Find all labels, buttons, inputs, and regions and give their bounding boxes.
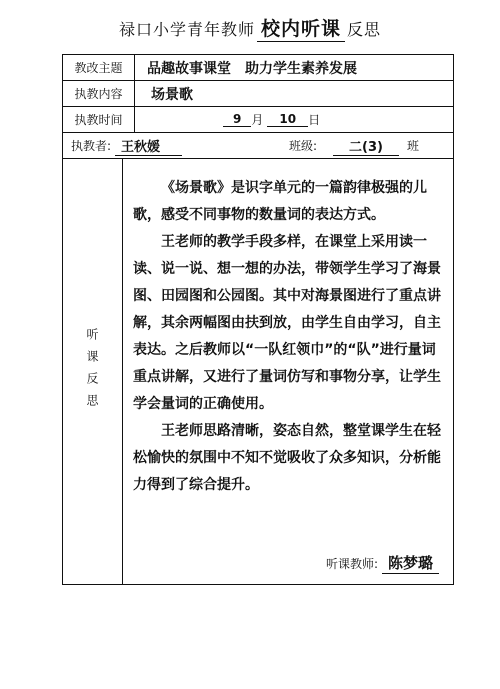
time-row bbox=[63, 107, 453, 133]
listener-field bbox=[326, 552, 439, 574]
content-row bbox=[63, 81, 453, 107]
teacher-row bbox=[63, 133, 453, 159]
topic-label: 教改主题 bbox=[63, 55, 135, 80]
page-title bbox=[0, 14, 500, 42]
time-value bbox=[223, 107, 320, 132]
reflection-text bbox=[133, 175, 445, 499]
teacher-value: 王秋媛 bbox=[115, 136, 182, 156]
listener-signature: 陈梦璐 bbox=[382, 552, 439, 574]
reflection-paragraph: 王老师思路清晰，姿态自然，整堂课学生在轻松愉快的氛围中不知不觉吸收了众多知识，分析能力得到了综合提升。 bbox=[133, 423, 441, 493]
time-label: 执教时间 bbox=[63, 107, 135, 132]
teacher-field bbox=[71, 133, 182, 158]
class-value: 二(3) bbox=[333, 136, 399, 156]
time-day: 10 bbox=[267, 112, 308, 127]
time-day-unit: 日 bbox=[308, 113, 321, 127]
topic-row bbox=[63, 55, 453, 81]
teacher-label: 执教者: bbox=[71, 139, 112, 153]
title-handwritten: 校内听课 bbox=[257, 14, 345, 42]
time-month: 9 bbox=[223, 112, 251, 127]
reflection-label: 听课反思 bbox=[63, 159, 123, 584]
class-label: 班级: bbox=[289, 139, 318, 153]
class-unit: 班 bbox=[406, 139, 419, 153]
time-month-unit: 月 bbox=[251, 113, 264, 127]
reflection-paragraph: 王老师的教学手段多样，在课堂上采用读一读、说一说、想一想的办法，带领学生学习了海景图、田园图和公园图。其中对海景图进行了重点讲解，其余两幅图由扶到放，由学生自由学习，自主表达。之后教师以“一队红领巾”的“队”进行量词重点讲解，又进行了量词仿写和事物分享，让学生学会量词的正确使用。 bbox=[133, 234, 441, 412]
topic-value: 品趣故事课堂 助力学生素养发展 bbox=[147, 60, 357, 77]
content-label: 执教内容 bbox=[63, 81, 135, 106]
title-prefix: 禄口小学青年教师 bbox=[118, 20, 255, 39]
reflection-paragraph: 《场景歌》是识字单元的一篇韵律极强的儿歌，感受不同事物的数量词的表达方式。 bbox=[133, 180, 427, 223]
class-field bbox=[289, 133, 419, 158]
content-value: 场景歌 bbox=[151, 86, 193, 103]
listener-label: 听课教师: bbox=[325, 557, 378, 571]
title-suffix: 反思 bbox=[347, 20, 382, 39]
reflection-section bbox=[63, 159, 453, 584]
reflection-form bbox=[62, 54, 454, 585]
